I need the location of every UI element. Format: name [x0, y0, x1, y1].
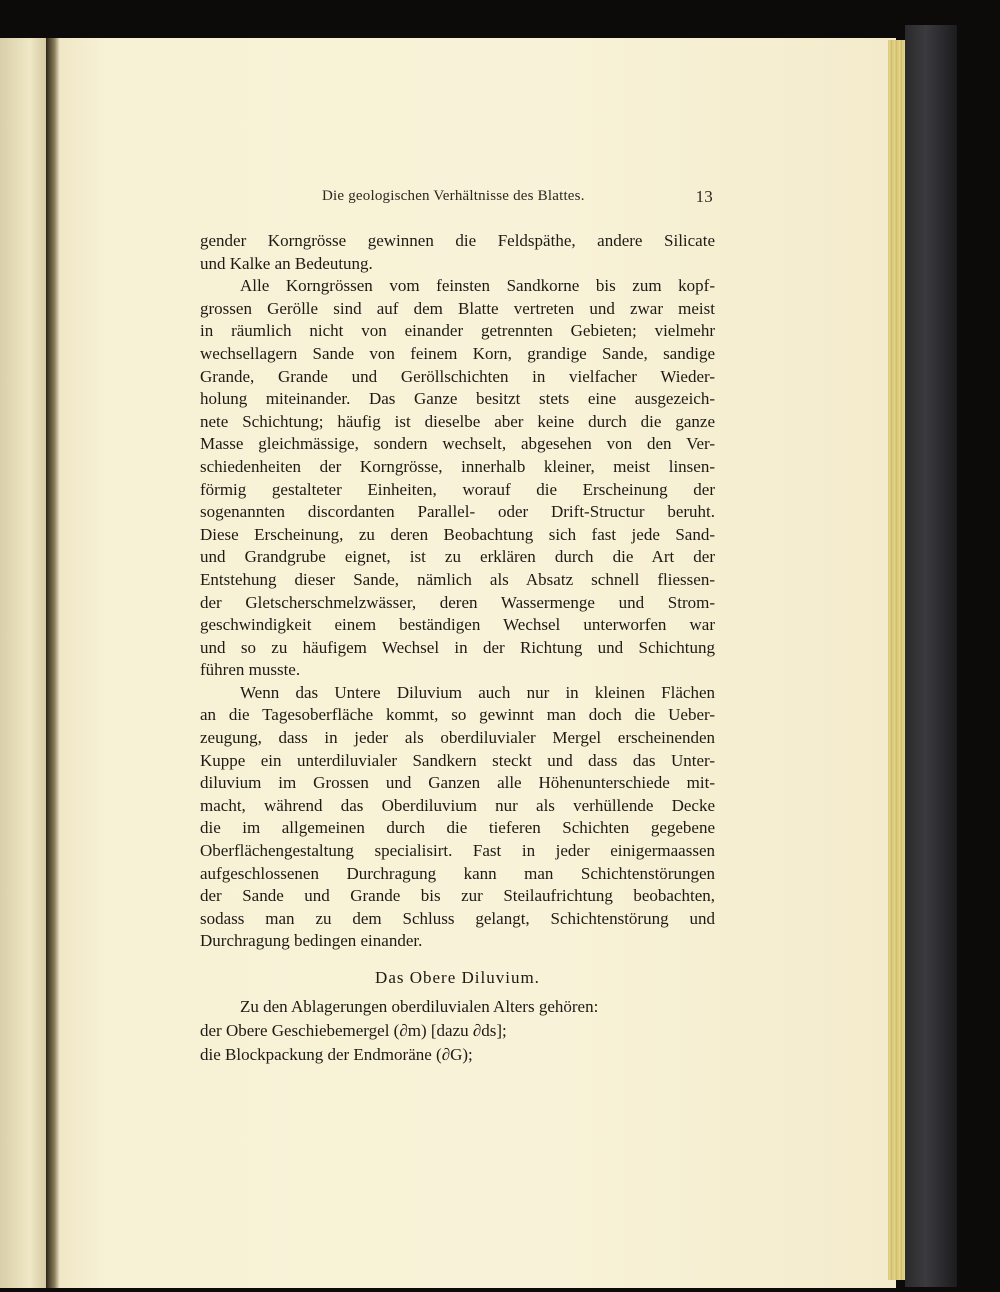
page-number: 13	[695, 187, 713, 206]
running-title: Die geologischen Verhältnisse des Blattes.	[322, 188, 585, 204]
text-line: Masse gleichmässige, sondern wechselt, abgesehen von den Ver-	[200, 434, 715, 454]
text-line: nete Schichtung; häufig ist dieselbe aber keine durch die ganze	[200, 411, 715, 431]
text-line: Durchragung bedingen einander.	[200, 931, 423, 951]
text-line: und so zu häufigem Wechsel in der Richtung und Schichtung	[200, 637, 715, 657]
list-item: die Blockpackung der Endmoräne (∂G);	[200, 1045, 473, 1064]
text-line: die im allgemeinen durch die tieferen Schichten gegebene	[200, 818, 715, 838]
deposit-list	[200, 995, 715, 1067]
text-line: und Kalke an Bedeutung.	[200, 253, 373, 273]
text-line: Wenn das Untere Diluvium auch nur in kleinen Flächen	[240, 682, 715, 702]
text-line: wechsellagern Sande von feinem Korn, grandige Sande, sandige	[200, 343, 715, 363]
text-line: der Sande und Grande bis zur Steilaufrichtung beobachten,	[200, 886, 715, 906]
list-item: der Obere Geschiebemergel (∂m) [dazu ∂ds];	[200, 1021, 507, 1040]
text-line: geschwindigkeit einem beständigen Wechsel unterworfen war	[200, 615, 715, 635]
text-line: und Grandgrube eignet, ist zu erklären durch die Art der	[200, 547, 715, 567]
text-line: gender Korngrösse gewinnen die Feldspäthe, andere Silicate	[200, 231, 715, 250]
text-line: in räumlich nicht von einander getrennten Gebieten; vielmehr	[200, 321, 715, 341]
text-line: Entstehung dieser Sande, nämlich als Absatz schnell fliessen-	[200, 569, 715, 589]
text-line: schiedenheiten der Korngrösse, innerhalb kleiner, meist linsen-	[200, 456, 715, 476]
text-line: grossen Gerölle sind auf dem Blatte vertreten und zwar meist	[200, 298, 715, 318]
section-heading: Das Obere Diluvium.	[375, 968, 540, 987]
book-cover-edge	[905, 25, 957, 1287]
body-text	[200, 230, 715, 953]
binding-gutter	[46, 38, 60, 1288]
text-line: sodass man zu dem Schluss gelangt, Schichtenstörung und	[200, 908, 715, 928]
text-line: macht, während das Oberdiluvium nur als verhüllende Decke	[200, 795, 715, 815]
text-line: sogenannten discordanten Parallel- oder Drift-Structur beruht.	[200, 502, 715, 522]
text-line: führen musste.	[200, 660, 301, 680]
text-line: Kuppe ein unterdiluvialer Sandkern steckt und dass das Unter-	[200, 750, 715, 770]
text-line: holung miteinander. Das Ganze besitzt stets eine ausgezeich-	[200, 389, 715, 409]
text-line: zeugung, dass in jeder als oberdiluvialer Mergel erscheinenden	[200, 728, 715, 748]
text-line: Alle Korngrössen vom feinsten Sandkorne bis zum kopf-	[240, 276, 715, 296]
text-line: Oberflächengestaltung specialisirt. Fast in jeder einigermaassen	[200, 841, 715, 861]
list-intro: Zu den Ablagerungen oberdiluvialen Alters gehören:	[240, 997, 599, 1016]
text-line: diluvium im Grossen und Ganzen alle Höhenunterschiede mit-	[200, 773, 715, 793]
text-line: förmig gestalteter Einheiten, worauf die Erscheinung der	[200, 479, 715, 499]
text-line: der Gletscherschmelzwässer, deren Wassermenge und Strom-	[200, 592, 715, 612]
text-line: an die Tagesoberfläche kommt, so gewinnt man doch die Ueber-	[200, 705, 715, 725]
text-line: aufgeschlossenen Durchragung kann man Schichtenstörungen	[200, 863, 715, 883]
text-line: Grande, Grande und Geröllschichten in vielfacher Wieder-	[200, 366, 715, 386]
text-line: Diese Erscheinung, zu deren Beobachtung sich fast jede Sand-	[200, 524, 715, 544]
